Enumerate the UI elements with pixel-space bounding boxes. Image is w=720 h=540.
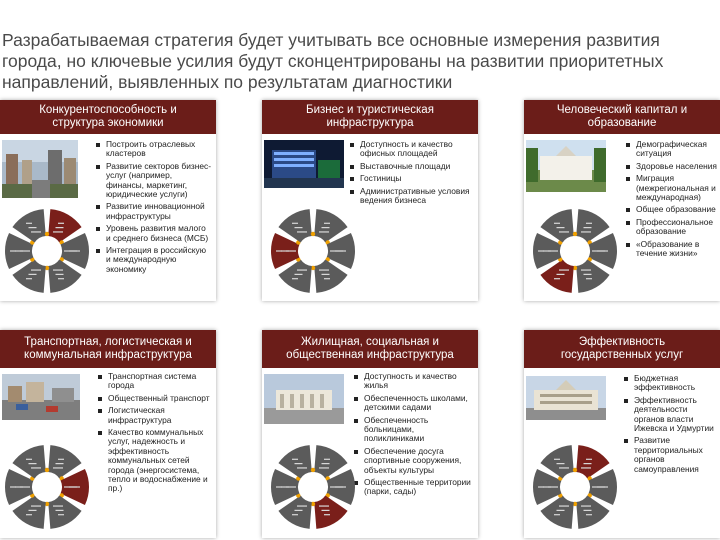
card-business-tourism — [262, 100, 478, 301]
wheel-label-mark — [58, 459, 64, 460]
wheel-dot — [45, 468, 49, 472]
wheel-label-mark — [53, 505, 63, 506]
wheel-label-mark — [586, 223, 592, 224]
hotel-photo — [264, 140, 344, 188]
slide-title — [2, 30, 718, 93]
wheel-label-mark — [31, 269, 41, 270]
wheel-label-mark — [581, 231, 591, 232]
wheel-label-mark — [297, 269, 307, 270]
list-item: Логистическая инфраструктура — [96, 406, 214, 425]
list-item: Эффективность деятельности органов власти Ижевска и Удмуртии — [622, 396, 720, 434]
wheel-label-mark — [324, 278, 330, 279]
wheel-label-mark — [292, 223, 298, 224]
wheel-label-mark — [58, 514, 64, 515]
wheel-label-mark — [543, 486, 551, 487]
wheel-label-mark — [29, 227, 37, 228]
card-header — [0, 100, 216, 134]
list-item: Построить отраслевых кластеров — [94, 140, 212, 159]
wheel-label-mark — [584, 510, 592, 511]
wheel-label-mark — [559, 467, 569, 468]
wheel-label-mark — [586, 278, 592, 279]
wheel-center — [563, 239, 587, 263]
list-item: Гостиницы — [348, 174, 474, 183]
list-item: Выставочные площади — [348, 162, 474, 171]
wheel-label-mark — [581, 505, 591, 506]
city-photo — [2, 140, 78, 198]
wheel-label-mark — [319, 269, 329, 270]
strategy-wheel-icon — [2, 206, 92, 296]
list-item: Обеспеченность больницами, поликлиниками — [352, 416, 476, 444]
wheel-label-mark — [554, 514, 560, 515]
card-item-list — [94, 140, 212, 277]
list-item: Бюджетная эффективность — [622, 374, 720, 393]
wheel-label-mark — [29, 510, 37, 511]
strategy-wheel-icon — [268, 206, 358, 296]
card-transport — [0, 330, 216, 538]
wheel-label-mark — [602, 250, 608, 251]
wheel-label-mark — [319, 231, 329, 232]
square-photo — [264, 374, 344, 424]
list-item: Миграция (межрегиональная и международная) — [624, 174, 720, 202]
wheel-label-mark — [10, 250, 16, 251]
card-title-line-1: Эффективность — [578, 336, 666, 348]
wheel-label-mark — [557, 227, 565, 228]
wheel-label-mark — [584, 463, 592, 464]
wheel-center — [35, 239, 59, 263]
list-item: Транспортная система города — [96, 372, 214, 391]
wheel-label-mark — [10, 486, 16, 487]
wheel-label-mark — [322, 463, 330, 464]
list-item: Уровень развития малого и среднего бизнеса (МСБ) — [94, 224, 212, 243]
list-item: Демографическая ситуация — [624, 140, 720, 159]
wheel-label-mark — [538, 250, 544, 251]
wheel-label-mark — [322, 274, 330, 275]
list-item: Общественные территории (парки, сады) — [352, 478, 476, 497]
wheel-label-mark — [295, 463, 303, 464]
wheel-label-mark — [319, 467, 329, 468]
card-title-line-2: образование — [587, 117, 657, 129]
list-item: Административные условия ведения бизнеса — [348, 187, 474, 206]
card-title-line-1: Жилищная, социальная и — [301, 336, 439, 348]
wheel-label-mark — [58, 223, 64, 224]
card-title-line-2: общественная инфраструктура — [286, 349, 454, 361]
wheel-dot — [573, 232, 577, 236]
card-title-line-2: инфраструктура — [326, 117, 414, 129]
strategy-wheel-icon — [2, 442, 92, 532]
list-item: Развитие инновационной инфраструктуры — [94, 202, 212, 221]
card-item-list — [624, 140, 720, 261]
list-item: Обеспеченность школами, детскими садами — [352, 394, 476, 413]
wheel-label-mark — [559, 269, 569, 270]
card-header — [524, 100, 720, 134]
wheel-label-mark — [56, 274, 64, 275]
wheel-label-mark — [292, 514, 298, 515]
wheel-center — [35, 475, 59, 499]
wheel-label-mark — [586, 459, 592, 460]
wheel-label-mark — [15, 250, 23, 251]
government-building-photo — [526, 376, 606, 420]
wheel-label-mark — [31, 505, 41, 506]
wheel-label-mark — [559, 231, 569, 232]
card-title-line-2: структура экономики — [52, 117, 164, 129]
wheel-label-mark — [53, 231, 63, 232]
list-item: Интеграция в российскую и международную экономику — [94, 246, 212, 274]
wheel-label-mark — [292, 459, 298, 460]
wheel-label-mark — [26, 514, 32, 515]
university-photo — [526, 140, 606, 192]
wheel-label-mark — [297, 467, 307, 468]
wheel-label-mark — [557, 463, 565, 464]
card-header — [262, 100, 478, 134]
wheel-label-mark — [58, 278, 64, 279]
card-title-line-1: Человеческий капитал и — [556, 104, 688, 116]
title-line-2: города, но ключевые усилия будут сконцентрированы на развитии приоритетных — [2, 51, 664, 71]
title-line-3: направлений, выявленных по результатам диагностики — [2, 72, 453, 92]
wheel-label-mark — [29, 463, 37, 464]
wheel-label-mark — [281, 486, 289, 487]
list-item: Общественный транспорт — [96, 394, 214, 403]
list-item: Развитие секторов бизнес-услуг (например, финансы, маркетинг, юридические услуги) — [94, 162, 212, 200]
wheel-label-mark — [538, 486, 544, 487]
wheel-label-mark — [559, 505, 569, 506]
wheel-label-mark — [31, 467, 41, 468]
card-header — [262, 330, 478, 368]
list-item: Доступность и качество офисных площадей — [348, 140, 474, 159]
wheel-label-mark — [295, 274, 303, 275]
wheel-label-mark — [295, 227, 303, 228]
wheel-label-mark — [340, 486, 346, 487]
wheel-label-mark — [276, 486, 282, 487]
wheel-dot — [311, 468, 315, 472]
wheel-label-mark — [26, 278, 32, 279]
wheel-label-mark — [324, 459, 330, 460]
wheel-label-mark — [276, 250, 282, 251]
card-item-list — [622, 374, 720, 477]
wheel-label-mark — [554, 278, 560, 279]
wheel-label-mark — [56, 227, 64, 228]
title-line-1: Разрабатываемая стратегия будет учитывать все основные измерения развития — [2, 30, 660, 50]
wheel-label-mark — [56, 463, 64, 464]
wheel-dot — [45, 232, 49, 236]
wheel-center — [563, 475, 587, 499]
wheel-label-mark — [586, 514, 592, 515]
wheel-label-mark — [322, 227, 330, 228]
wheel-label-mark — [297, 231, 307, 232]
wheel-label-mark — [584, 274, 592, 275]
strategy-wheel-icon — [530, 206, 620, 296]
wheel-label-mark — [581, 269, 591, 270]
wheel-label-mark — [554, 223, 560, 224]
wheel-label-mark — [584, 227, 592, 228]
list-item: Доступность и качество жилья — [352, 372, 476, 391]
wheel-label-mark — [15, 486, 23, 487]
wheel-label-mark — [26, 459, 32, 460]
list-item: Развитие территориальных органов самоуправления — [622, 436, 720, 474]
card-header — [0, 330, 216, 368]
wheel-label-mark — [319, 505, 329, 506]
wheel-dot — [573, 468, 577, 472]
wheel-center — [301, 239, 325, 263]
wheel-label-mark — [324, 223, 330, 224]
wheel-label-mark — [53, 467, 63, 468]
wheel-label-mark — [292, 278, 298, 279]
card-item-list — [96, 372, 214, 497]
wheel-label-mark — [322, 510, 330, 511]
list-item: Здоровье населения — [624, 162, 720, 171]
wheel-label-mark — [26, 223, 32, 224]
wheel-label-mark — [554, 459, 560, 460]
wheel-label-mark — [74, 486, 80, 487]
strategy-wheel-icon — [530, 442, 620, 532]
list-item: Общее образование — [624, 205, 720, 214]
transport-photo — [2, 374, 80, 420]
wheel-label-mark — [324, 514, 330, 515]
wheel-label-mark — [557, 510, 565, 511]
card-title-line-2: коммунальная инфраструктура — [24, 349, 192, 361]
card-title-line-1: Конкурентоспособность и — [39, 104, 177, 116]
wheel-dot — [311, 232, 315, 236]
wheel-label-mark — [557, 274, 565, 275]
wheel-label-mark — [31, 231, 41, 232]
card-competitiveness — [0, 100, 216, 301]
wheel-center — [301, 475, 325, 499]
list-item: Качество коммунальных услуг, надежность и эффективность коммунальных сетей города (энергосистема, тепло и водоснабжение и пр.) — [96, 428, 214, 494]
wheel-label-mark — [543, 250, 551, 251]
wheel-label-mark — [56, 510, 64, 511]
wheel-label-mark — [29, 274, 37, 275]
wheel-label-mark — [295, 510, 303, 511]
card-title-line-1: Транспортная, логистическая и — [24, 336, 192, 348]
wheel-label-mark — [281, 250, 289, 251]
wheel-label-mark — [74, 250, 80, 251]
strategy-wheel-icon — [268, 442, 358, 532]
wheel-label-mark — [340, 250, 346, 251]
card-header — [524, 330, 720, 368]
card-title-line-2: государственных услуг — [560, 349, 684, 361]
wheel-label-mark — [581, 467, 591, 468]
list-item: Обеспечение досуга спортивные сооружения, объекты культуры — [352, 447, 476, 475]
wheel-label-mark — [297, 505, 307, 506]
card-item-list — [348, 140, 474, 208]
card-human-capital — [524, 100, 720, 301]
card-item-list — [352, 372, 476, 500]
card-housing-social — [262, 330, 478, 538]
card-title-line-1: Бизнес и туристическая — [306, 104, 434, 116]
card-public-services — [524, 330, 720, 538]
list-item: Профессиональное образование — [624, 218, 720, 237]
wheel-label-mark — [602, 486, 608, 487]
list-item: «Образование в течение жизни» — [624, 240, 720, 259]
wheel-label-mark — [53, 269, 63, 270]
